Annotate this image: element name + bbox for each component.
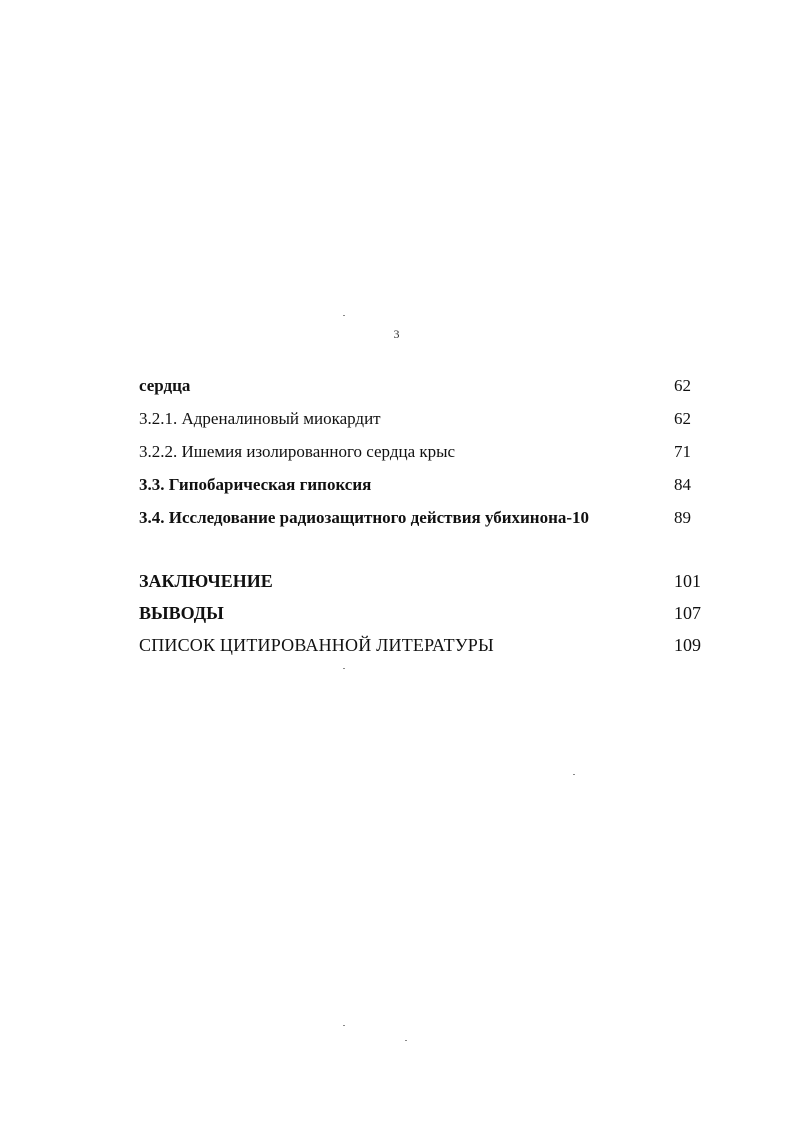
scan-speck	[343, 1025, 345, 1026]
table-of-contents	[139, 373, 714, 664]
section-gap	[139, 538, 714, 568]
toc-entry-title: 3.4. Исследование радиозащитного действия убихинона-10	[139, 508, 590, 527]
toc-entry-page: 84	[674, 475, 691, 494]
page-number: 3	[393, 327, 400, 341]
scan-speck	[343, 315, 345, 316]
toc-entry-title: СПИСОК ЦИТИРОВАННОЙ ЛИТЕРАТУРЫ	[139, 635, 494, 655]
toc-entry-title: сердца	[139, 376, 191, 395]
toc-entry-3-2-1	[139, 406, 714, 439]
toc-entry-page: 101	[674, 571, 701, 591]
toc-entry-title: 3.2.2. Ишемия изолированного сердца крыс	[139, 442, 456, 461]
toc-entry-heart	[139, 373, 714, 406]
scan-speck	[343, 668, 345, 669]
toc-entry-conclusion	[139, 568, 714, 600]
toc-entry-findings	[139, 600, 714, 632]
toc-entry-title: 3.2.1. Адреналиновый миокардит	[139, 409, 381, 428]
toc-entry-references	[139, 632, 714, 664]
toc-entry-page: 62	[674, 409, 691, 428]
toc-entry-title: ЗАКЛЮЧЕНИЕ	[139, 571, 273, 591]
scan-speck	[573, 774, 575, 775]
toc-entry-page: 71	[674, 442, 691, 461]
toc-entry-title: 3.3. Гипобарическая гипоксия	[139, 475, 372, 494]
scan-speck	[405, 1040, 407, 1041]
toc-entry-3-3	[139, 472, 714, 505]
toc-entry-3-4	[139, 505, 714, 538]
toc-entry-page: 89	[674, 508, 691, 527]
toc-entry-title: ВЫВОДЫ	[139, 603, 224, 623]
toc-entry-page: 62	[674, 376, 691, 395]
toc-entry-page: 107	[674, 603, 701, 623]
toc-entry-3-2-2	[139, 439, 714, 472]
toc-entry-page: 109	[674, 635, 701, 655]
